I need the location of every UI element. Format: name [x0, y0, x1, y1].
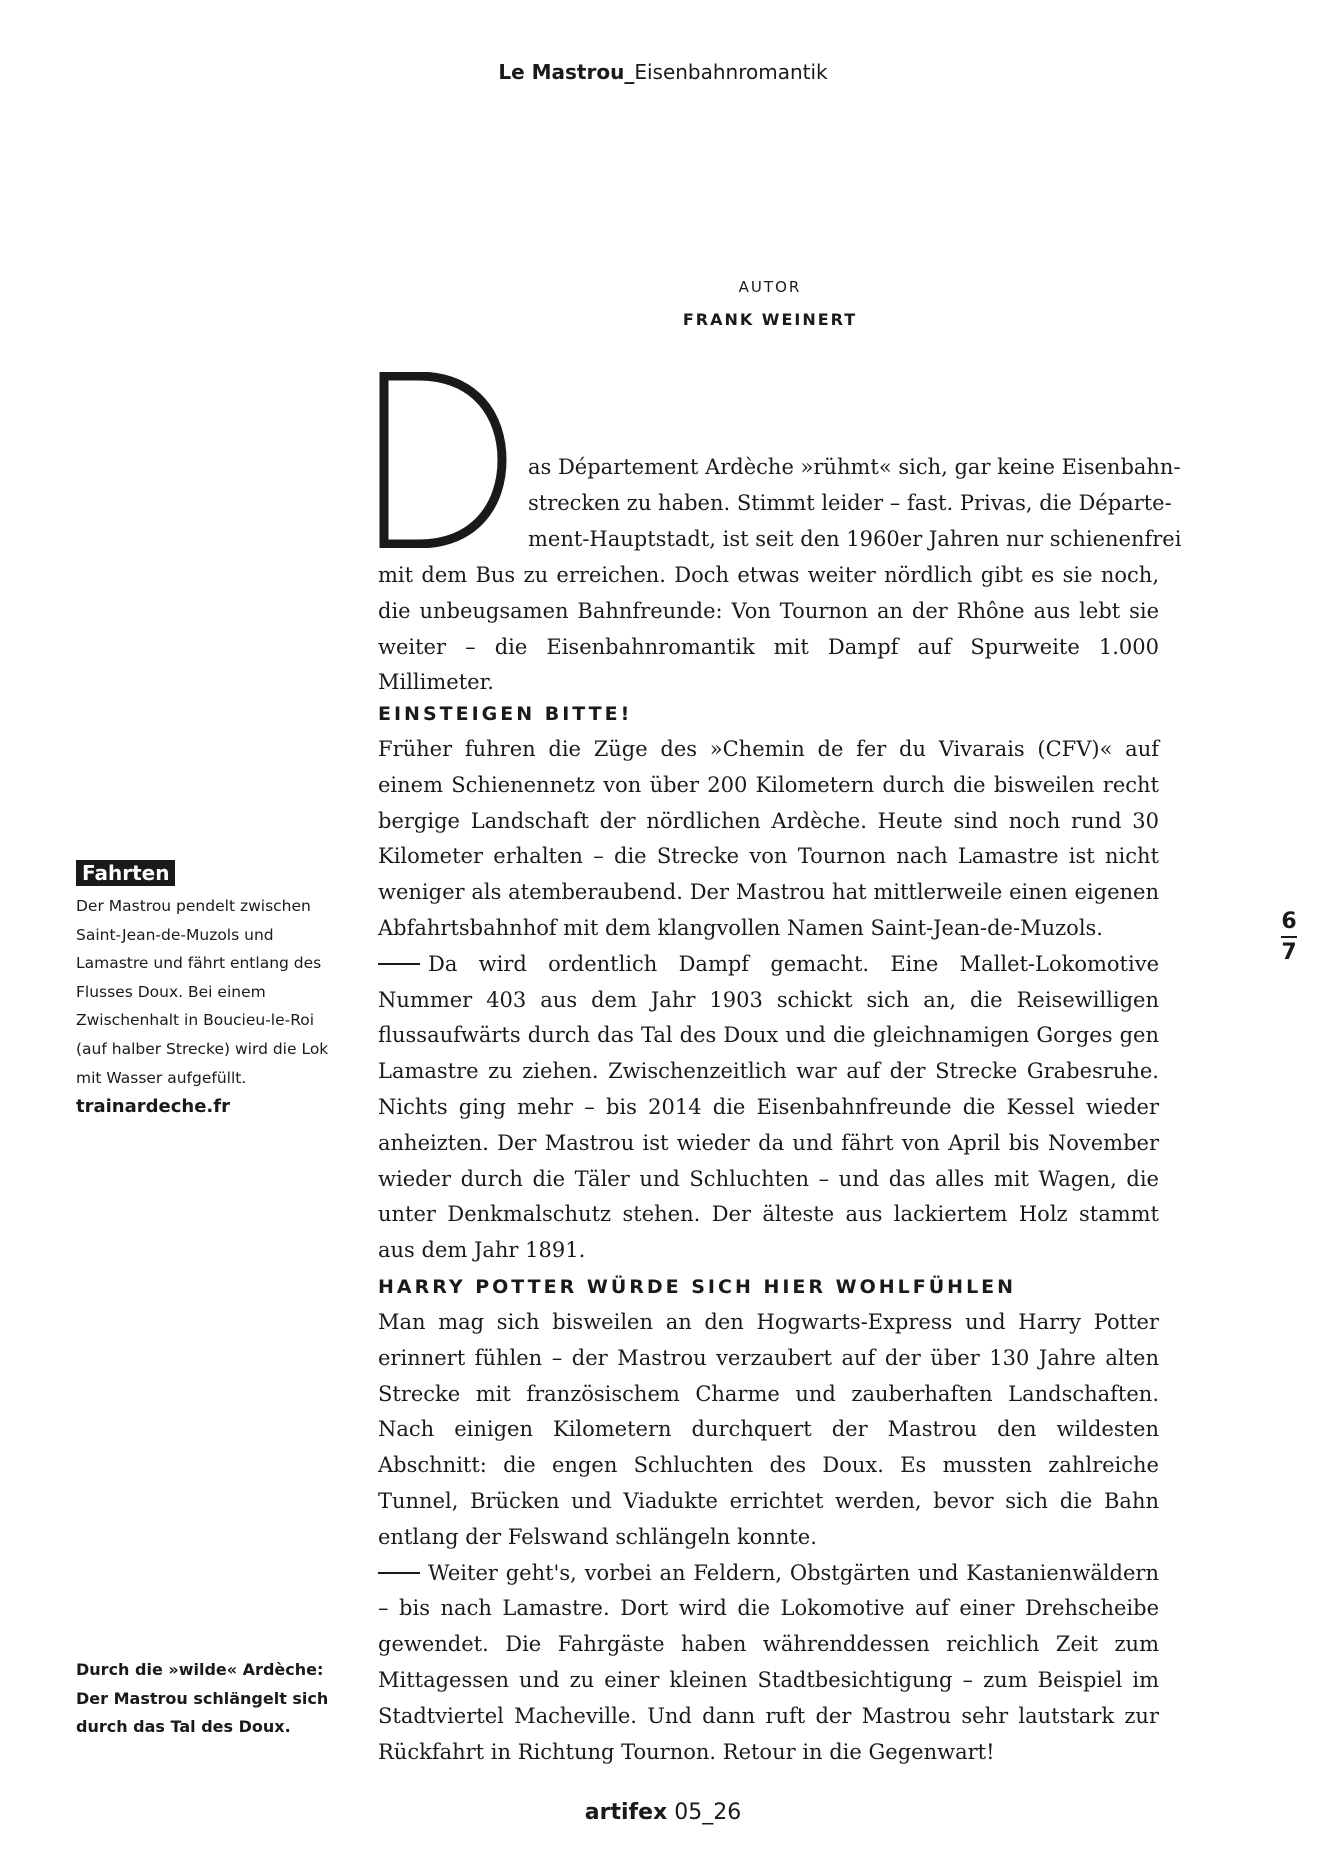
- section-heading-harry-potter: HARRY POTTER WÜRDE SICH HIER WOHLFÜHLEN: [378, 1276, 1017, 1298]
- paragraph: [378, 947, 1159, 1269]
- paragraph-dash: [378, 1572, 420, 1574]
- paragraph: [378, 1556, 1159, 1771]
- paragraph-dash: [378, 963, 420, 965]
- paragraph-text: Da wird ordentlich Dampf gemacht. Eine Mallet-Lokomotive Nummer 403 aus dem Jahr 1903 schickt sich an, die Reisewilligen flussaufwärts durch das Tal des Doux und die gleichnamigen Gorges gen Lamastre zu ziehen. Zwischenzeitlich war auf der Strecke Grabesruhe. Nichts ging mehr – bis 2014 die Eisenbahnfreunde die Kessel wieder anheizten. Der Mastrou ist wieder da und fährt von April bis November wieder durch die Täler und Schluchten – und das alles mit Wagen, die unter Denkmalschutz stehen. Der älteste aus lackiertem Holz stammt aus dem Jahr 1891.: [378, 951, 1159, 1263]
- author-block: [380, 278, 1160, 329]
- header-subtitle: Eisenbahnromantik: [634, 60, 828, 84]
- page-number-left: 6: [1281, 909, 1297, 934]
- drop-cap: [378, 372, 508, 548]
- author-label: AUTOR: [738, 278, 802, 296]
- intro-line-2: strecken zu haben. Stimmt leider – fast. Privas, die Départe-: [528, 491, 1172, 515]
- section-body-einsteigen: [378, 732, 1159, 1269]
- magazine-name: artifex: [584, 1800, 668, 1825]
- sidebar-tag: Fahrten: [76, 860, 175, 886]
- page-number-divider: [1281, 936, 1297, 938]
- sidebar-text: Der Mastrou pendelt zwischen Saint-Jean-de-Muzols und Lamastre und fährt entlang des Flusses Doux. Bei einem Zwischenhalt in Boucieu-le-Roi (auf halber Strecke) wird die Lok mit Wasser aufgefüllt.: [76, 897, 329, 1087]
- paragraph-text: Weiter geht's, vorbei an Feldern, Obstgärten und Kastanienwäldern – bis nach Lamastre. Dort wird die Lokomotive auf einer Drehscheibe gewendet. Die Fahrgäste haben währenddessen reichlich Zeit zum Mittagessen und zu einer kleinen Stadtbesichtigung – zum Beispiel im Stadtviertel Macheville. Und dann ruft der Mastrou sehr lautstark zur Rückfahrt in Richtung Tournon. Retour in die Gegenwart!: [378, 1560, 1159, 1764]
- section-body-harry-potter: [378, 1305, 1159, 1770]
- issue-number: 05_26: [667, 1800, 742, 1825]
- image-caption: Durch die »wilde« Ardèche: Der Mastrou schlängelt sich durch das Tal des Doux.: [76, 1660, 329, 1736]
- running-footer: [0, 1800, 1326, 1825]
- page-numbers: [1274, 910, 1304, 965]
- intro-line-3: ment-Hauptstadt, ist seit den 1960er Jahren nur schienenfrei: [528, 527, 1182, 551]
- running-header: [0, 60, 1326, 84]
- section-heading-einsteigen: EINSTEIGEN BITTE!: [378, 703, 633, 725]
- author-name: FRANK WEINERT: [682, 310, 858, 329]
- sidebar-link[interactable]: trainardeche.fr: [76, 1096, 230, 1118]
- info-sidebar: [76, 860, 336, 1122]
- paragraph: Man mag sich bisweilen an den Hogwarts-Express und Harry Potter erinnert fühlen – der Mastrou verzaubert auf der über 130 Jahre alten Strecke mit französischem Charme und zauberhaften Landschaften. Nach einigen Kilometern durchquert der Mastrou den wildesten Abschnitt: die engen Schluchten des Doux. Es mussten zahlreiche Tunnel, Brücken und Viadukte errichtet werden, bevor sich die Bahn entlang der Felswand schlängeln konnte.: [378, 1310, 1159, 1549]
- paragraph: Früher fuhren die Züge des »Chemin de fer du Vivarais (CFV)« auf einem Schienennetz von über 200 Kilometern durch die bisweilen recht bergige Landschaft der nördlichen Ardèche. Heute sind noch rund 30 Kilometer erhalten – die Strecke von Tournon nach Lamastre ist nicht weniger als atemberaubend. Der Mastrou hat mittlerweile einen eigenen Abfahrtsbahnhof mit dem klangvollen Namen Saint-Jean-de-Muzols.: [378, 737, 1159, 940]
- intro-line-1: as Département Ardèche »rühmt« sich, gar keine Eisenbahn-: [528, 455, 1181, 479]
- intro-paragraph: mit dem Bus zu erreichen. Doch etwas weiter nördlich gibt es sie noch, die unbeugsamen Bahnfreunde: Von Tournon an der Rhône aus lebt sie weiter – die Eisenbahnromantik mit Dampf auf Spurweite 1.000 Millimeter.: [378, 563, 1159, 695]
- drop-cap-letter: D: [378, 372, 379, 373]
- page-number-right: 7: [1281, 940, 1297, 965]
- header-title: Le Mastrou_: [498, 60, 635, 84]
